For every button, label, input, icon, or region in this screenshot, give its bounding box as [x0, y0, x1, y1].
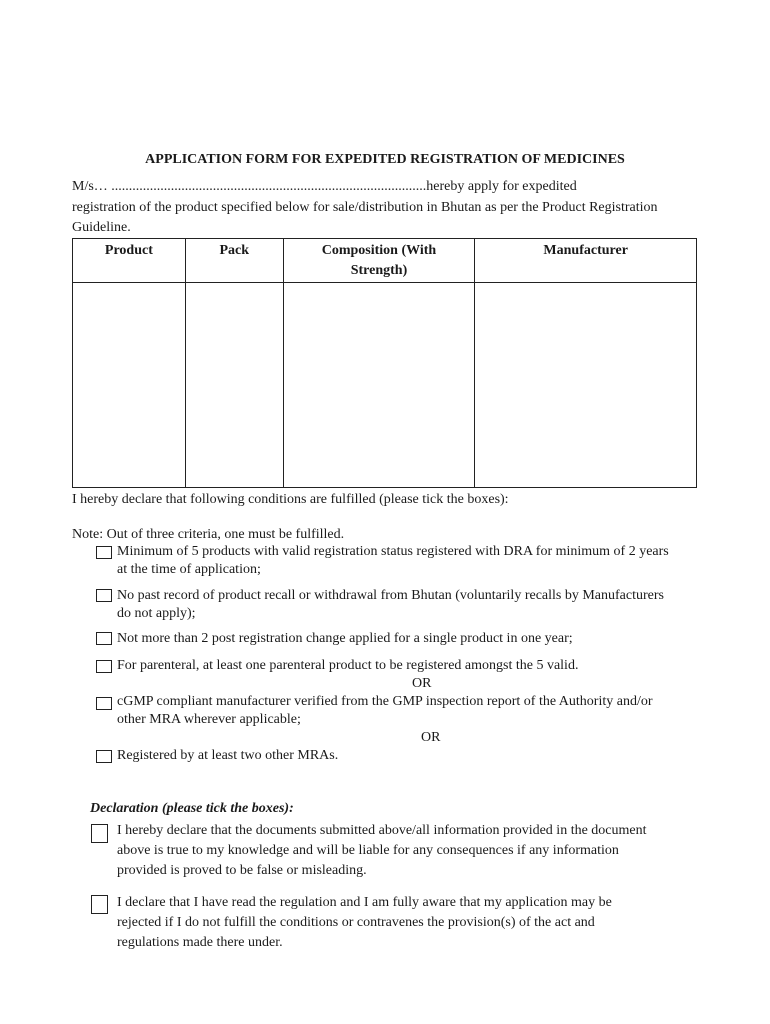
declaration-1-checkbox[interactable]	[91, 824, 108, 843]
declaration-2-checkbox[interactable]	[91, 895, 108, 914]
table-header-row	[73, 239, 697, 283]
criterion-1-line2: at the time of application;	[117, 562, 261, 577]
header-composition-line1: Composition (With	[321, 243, 437, 258]
criterion-2-line2: do not apply);	[117, 606, 196, 621]
header-pack: Pack	[185, 239, 283, 283]
header-product: Product	[73, 239, 186, 283]
criterion-1-line1: Minimum of 5 products with valid registration status registered with DRA for minimum of 2 years	[117, 544, 669, 559]
or-separator-1: OR	[412, 676, 432, 691]
declaration-1-line1: I hereby declare that the documents submitted above/all information provided in the document	[117, 823, 647, 838]
cell-manufacturer[interactable]	[475, 283, 697, 488]
criterion-2-line1: No past record of product recall or withdrawal from Bhutan (voluntarily recalls by Manufacturers	[117, 588, 664, 603]
declaration-1-line2: above is true to my knowledge and will be liable for any consequences if any information	[117, 843, 619, 858]
intro-line-2: registration of the product specified below for sale/distribution in Bhutan as per the Product Registration	[72, 200, 658, 215]
note-text: Note: Out of three criteria, one must be fulfilled.	[72, 527, 345, 542]
criterion-6-checkbox[interactable]	[96, 750, 112, 763]
criterion-3-checkbox[interactable]	[96, 632, 112, 645]
declaration-heading: Declaration (please tick the boxes):	[90, 801, 294, 816]
form-title: APPLICATION FORM FOR EXPEDITED REGISTRATION OF MEDICINES	[145, 152, 625, 167]
intro-line-1: M/s… ..........................................................................................hereby apply for expedited	[72, 179, 577, 194]
declare-conditions-text: I hereby declare that following conditions are fulfilled (please tick the boxes):	[72, 492, 509, 507]
header-manufacturer: Manufacturer	[475, 239, 697, 283]
cell-composition[interactable]	[283, 283, 475, 488]
criterion-3-line1: Not more than 2 post registration change applied for a single product in one year;	[117, 631, 573, 646]
header-composition	[283, 239, 475, 283]
criterion-1-checkbox[interactable]	[96, 546, 112, 559]
criterion-6-line1: Registered by at least two other MRAs.	[117, 748, 339, 763]
declaration-2-line3: regulations made there under.	[117, 935, 283, 950]
criterion-5-checkbox[interactable]	[96, 697, 112, 710]
header-composition-line2: Strength)	[350, 263, 408, 278]
declaration-1-line3: provided is proved to be false or misleading.	[117, 863, 367, 878]
declaration-2-line1: I declare that I have read the regulation and I am fully aware that my application may be	[117, 895, 612, 910]
declaration-2-line2: rejected if I do not fulfill the conditions or contravenes the provision(s) of the act and	[117, 915, 595, 930]
criterion-5-line2: other MRA wherever applicable;	[117, 712, 301, 727]
criterion-4-line1: For parenteral, at least one parenteral product to be registered amongst the 5 valid.	[117, 658, 579, 673]
criterion-5-line1: cGMP compliant manufacturer verified from the GMP inspection report of the Authority and/or	[117, 694, 653, 709]
product-table	[72, 238, 697, 488]
criterion-2-checkbox[interactable]	[96, 589, 112, 602]
or-separator-2: OR	[421, 730, 441, 745]
table-row	[73, 283, 697, 488]
cell-pack[interactable]	[185, 283, 283, 488]
criterion-4-checkbox[interactable]	[96, 660, 112, 673]
intro-line-3: Guideline.	[72, 220, 131, 235]
cell-product[interactable]	[73, 283, 186, 488]
